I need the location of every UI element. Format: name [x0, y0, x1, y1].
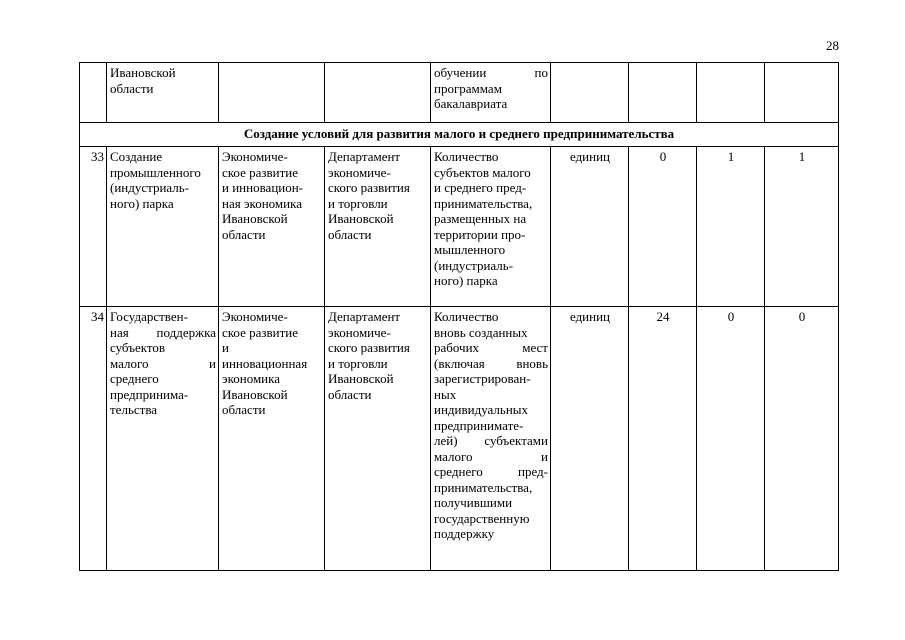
indicator-line: рабочих мест: [434, 340, 548, 355]
executor-line: экономиче-: [328, 164, 391, 180]
executor-line: и торговли: [328, 195, 388, 211]
program-line: Ивановской: [222, 386, 288, 402]
name-line: тельства: [110, 402, 158, 417]
name-line: (индустриаль-: [110, 180, 190, 195]
cell-value-1: [629, 63, 697, 123]
cell-num: 33: [80, 147, 107, 307]
executor-line: экономиче-: [328, 324, 391, 340]
indicator-line: бакалавриата: [434, 96, 508, 111]
program-line: Экономиче-: [222, 309, 288, 324]
cell-unit: [551, 63, 629, 123]
indicator-line: вновь созданных: [434, 324, 528, 340]
indicator-line: (индустриаль-: [434, 257, 514, 273]
program-line: Ивановской: [222, 211, 288, 226]
indicator-line: получившими: [434, 495, 513, 510]
cell-value-1: 0: [629, 147, 697, 307]
indicator-line: Количество: [434, 309, 499, 324]
indicator-line: ных: [434, 386, 457, 402]
executor-line: ского развития: [328, 340, 410, 355]
indicator-line: принимательства,: [434, 195, 533, 211]
indicator-line: размещенных на: [434, 211, 527, 226]
program-line: ское развитие: [222, 324, 299, 340]
cell-indicator: [431, 63, 551, 123]
name-line: области: [110, 80, 154, 96]
table-row-continuation: [80, 63, 839, 123]
indicator-line: малого и: [434, 448, 548, 464]
table-row-33: [80, 147, 839, 307]
table-row-34: [80, 307, 839, 571]
page-number: 28: [826, 38, 839, 53]
indicator-line: программам: [434, 80, 502, 96]
cell-indicator: [431, 307, 551, 571]
indicator-line: предпринимате-: [434, 417, 524, 433]
executor-line: Ивановской: [328, 211, 394, 226]
cell-value-3: 1: [765, 147, 839, 307]
executor-line: Департамент: [328, 309, 401, 324]
indicator-line: обучении по: [434, 65, 548, 80]
program-line: области: [222, 402, 266, 417]
cell-num: 34: [80, 307, 107, 571]
indicator-line: мышленного: [434, 242, 506, 257]
name-line: Государствен-: [110, 309, 188, 324]
indicator-line: зарегистрирован-: [434, 371, 531, 386]
executor-line: области: [328, 226, 372, 242]
program-line: и: [222, 340, 229, 355]
cell-unit: единиц: [551, 147, 629, 307]
name-line: промышленного: [110, 164, 201, 180]
name-line: ная поддержка: [110, 324, 216, 340]
name-line: малого и: [110, 355, 216, 371]
indicator-line: территории про-: [434, 226, 526, 242]
executor-line: Департамент: [328, 149, 401, 164]
indicator-line: индивидуальных: [434, 402, 529, 417]
section-title: Создание условий для развития малого и среднего предпринимательства: [80, 123, 839, 147]
program-line: инновационная: [222, 355, 308, 371]
cell-program: [219, 307, 325, 571]
indicator-line: государственную: [434, 510, 530, 526]
cell-program: [219, 147, 325, 307]
cell-unit: единиц: [551, 307, 629, 571]
cell-name: [107, 63, 219, 123]
executor-line: ского развития: [328, 180, 410, 195]
program-line: и инновацион-: [222, 180, 304, 195]
cell-executor: [325, 147, 431, 307]
indicator-line: ного) парка: [434, 273, 498, 288]
cell-name: [107, 147, 219, 307]
indicator-line: и среднего пред-: [434, 180, 527, 195]
cell-executor: [325, 63, 431, 123]
indicator-line: принимательства,: [434, 479, 533, 495]
cell-executor: [325, 307, 431, 571]
name-line: предпринима-: [110, 386, 189, 402]
program-line: области: [222, 226, 266, 242]
name-line: среднего: [110, 371, 159, 386]
name-line: Ивановской: [110, 65, 176, 80]
cell-program: [219, 63, 325, 123]
program-line: Экономиче-: [222, 149, 288, 164]
cell-num: [80, 63, 107, 123]
name-line: субъектов: [110, 340, 166, 355]
cell-value-3: [765, 63, 839, 123]
cell-value-2: 0: [697, 307, 765, 571]
cell-value-3: 0: [765, 307, 839, 571]
section-header-row: [80, 123, 839, 147]
indicator-line: Количество: [434, 149, 499, 164]
executor-line: области: [328, 386, 372, 402]
cell-indicator: [431, 147, 551, 307]
name-line: ного) парка: [110, 195, 174, 211]
indicator-line: лей) субъектами: [434, 433, 548, 448]
program-line: ское развитие: [222, 164, 299, 180]
cell-value-2: 1: [697, 147, 765, 307]
executor-line: и торговли: [328, 355, 388, 371]
indicator-line: среднего пред-: [434, 464, 548, 479]
indicators-table: [79, 62, 839, 571]
executor-line: Ивановской: [328, 371, 394, 386]
cell-value-2: [697, 63, 765, 123]
indicator-line: субъектов малого: [434, 164, 531, 180]
program-line: экономика: [222, 371, 281, 386]
cell-value-1: 24: [629, 307, 697, 571]
name-line: Создание: [110, 149, 163, 164]
cell-name: [107, 307, 219, 571]
indicator-line: поддержку: [434, 526, 495, 541]
program-line: ная экономика: [222, 195, 302, 211]
indicator-line: (включая вновь: [434, 355, 548, 371]
